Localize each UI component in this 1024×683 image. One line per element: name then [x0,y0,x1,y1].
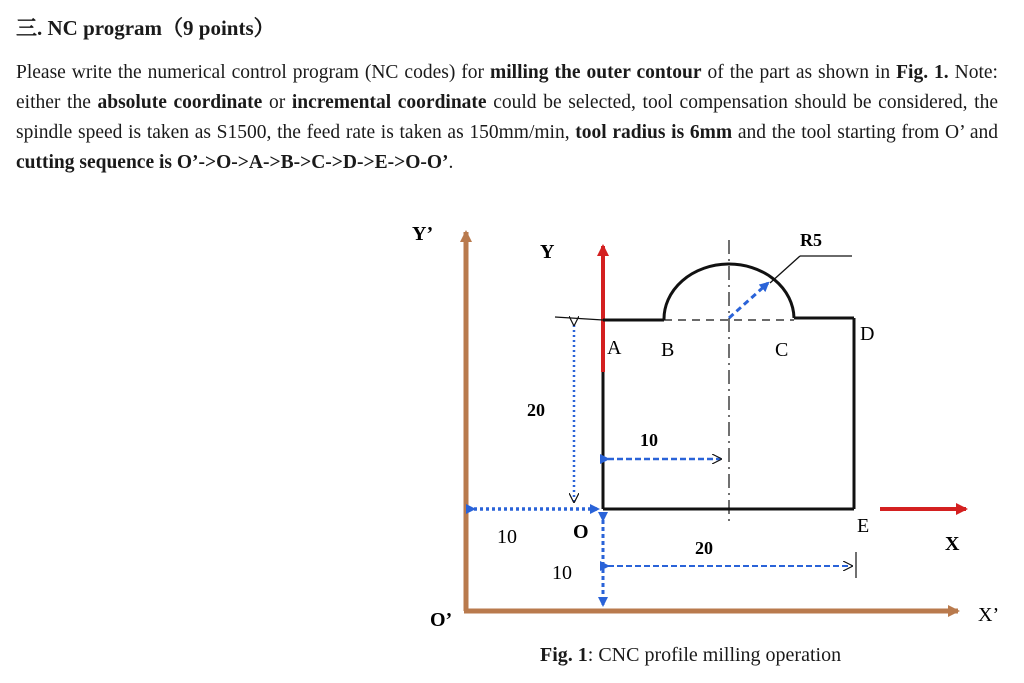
label-e: E [857,515,870,537]
radius-arrow [729,283,768,318]
paragraph-run: tool radius is 6mm [575,122,733,143]
paragraph-run: could be selected, tool compensation should be considered, the spindle speed is taken as S1500, the feed rate is taken as 150mm/min, [16,92,998,143]
left-extension-line [555,317,603,320]
paragraph-run: . [448,152,454,173]
paragraph-run: of the part as shown in [701,62,897,83]
label-x: X [945,533,960,555]
label-o-prime: O’ [430,609,453,631]
paragraph-run: cutting sequence is O’->O->A->B->C->D->E->O-O’ [16,152,449,173]
paragraph-run: Fig. 1. [896,62,949,83]
caption-text: : CNC profile milling operation [587,644,842,666]
paragraph-run: incremental coordinate [291,92,487,113]
dim-label-width-10: 10 [640,430,658,450]
dim-label-width-20: 20 [695,538,713,558]
figure-caption [540,644,841,667]
label-x-prime: X’ [978,604,1000,626]
dim-label-offset-y-10: 10 [552,562,572,584]
paragraph-run: and the tool starting from O’ and [732,122,999,143]
label-d: D [860,323,875,345]
label-b: B [661,339,675,361]
paragraph-run: absolute coordinate [97,92,263,113]
label-o: O [573,521,589,543]
section-heading: 三. NC program（9 points） [16,16,275,40]
paragraph-run: Please write the numerical control program (NC codes) for [16,62,491,83]
label-a: A [607,337,622,359]
label-y: Y [540,241,555,263]
radius-leader [770,256,800,283]
caption-prefix: Fig. 1 [540,644,588,666]
paragraph-run: milling the outer contour [490,62,702,83]
label-y-prime: Y’ [412,223,434,245]
label-r5: R5 [800,230,822,250]
paragraph-run: or [262,92,292,113]
dim-label-height-20: 20 [527,400,545,420]
dim-label-offset-x-10: 10 [497,526,517,548]
paragraph-run: Note: either the [16,62,998,113]
label-c: C [775,339,789,361]
